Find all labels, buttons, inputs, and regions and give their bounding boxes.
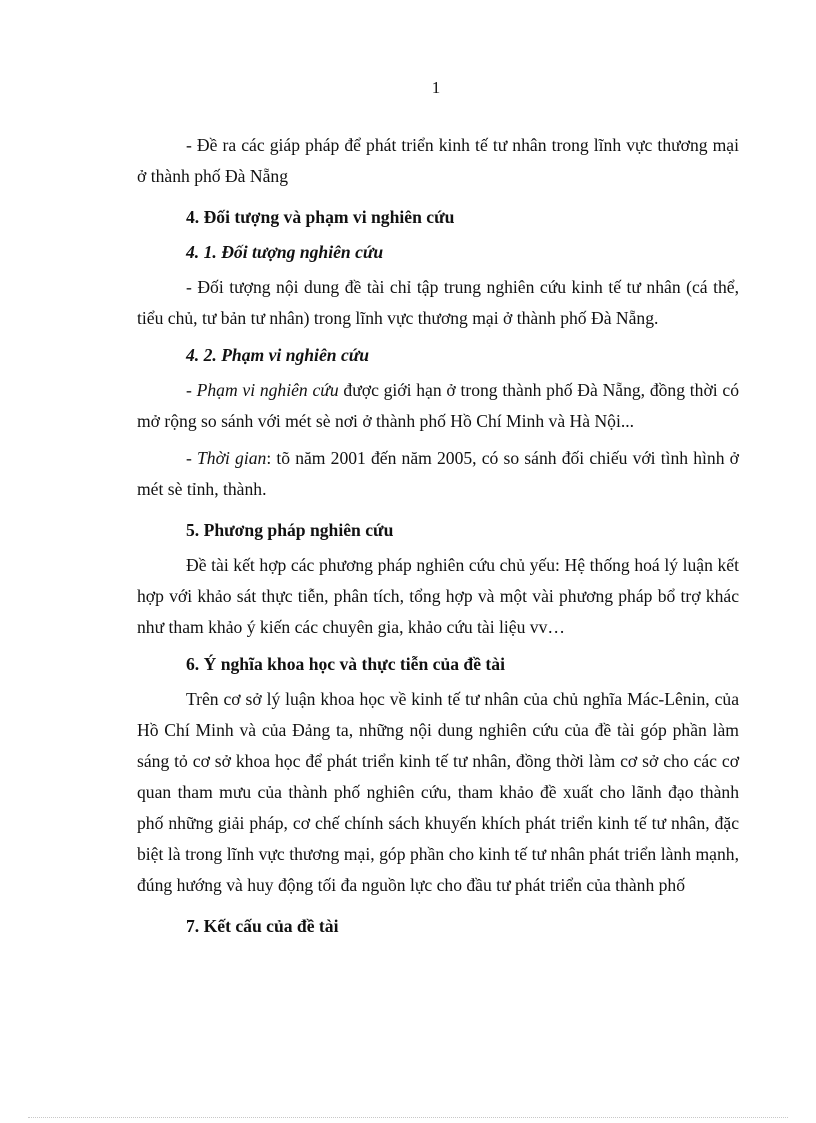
research-time-label: - Thời gian <box>186 448 267 468</box>
research-time-text: : tõ năm 2001 đến năm 2005, có so sánh đối chiếu với tình hình ở mét sè tỉnh, thành. <box>137 448 739 499</box>
paragraph-research-object: - Đối tượng nội dung đề tài chỉ tập trung nghiên cứu kinh tế tư nhân (cá thể, tiểu chủ, tư bản tư nhân) trong lĩnh vực thương mại ở thành phố Đà Nẵng. <box>137 277 739 328</box>
paragraph-objective-solutions: - Đề ra các giáp pháp để phát triển kinh tế tư nhân trong lĩnh vực thương mại ở thành phố Đà Nẵng <box>137 135 739 186</box>
heading-section-4-1: 4. 1. Đối tượng nghiên cứu <box>186 242 384 262</box>
heading-section-5: 5. Phương pháp nghiên cứu <box>186 520 394 540</box>
research-scope-label: - Phạm vi nghiên cứu <box>186 380 339 400</box>
heading-section-7: 7. Kết cấu của đề tài <box>186 916 339 936</box>
document-body <box>137 130 739 942</box>
heading-section-6: 6. Ý nghĩa khoa học và thực tiễn của đề tài <box>186 654 505 674</box>
paragraph-research-time <box>137 443 739 505</box>
research-scope-text: được giới hạn ở trong thành phố Đà Nẵng, đồng thời có mở rộng so sánh với mét sè nơi ở thành phố Hồ Chí Minh và Hà Nội... <box>137 380 739 431</box>
paragraph-significance: Trên cơ sở lý luận khoa học về kinh tế tư nhân của chủ nghĩa Mác-Lênin, của Hồ Chí Minh và của Đảng ta, những nội dung nghiên cứu của đề tài góp phần làm sáng tỏ cơ sở khoa học để phát triển kinh tế tư nhân, đồng thời làm cơ sở cho các cơ quan tham mưu của thành phố nghiên cứu, tham khảo đề xuất cho lãnh đạo thành phố những giải pháp, cơ chế chính sách khuyến khích phát triển kinh tế tư nhân, đặc biệt là trong lĩnh vực thương mại, góp phần cho kinh tế tư nhân phát triển lành mạnh, đúng hướng và huy động tối đa nguồn lực cho đầu tư phát triển của thành phố <box>137 689 739 895</box>
page-bottom-divider <box>28 1117 788 1118</box>
page-number: 1 <box>431 78 441 97</box>
paragraph-research-methods: Đề tài kết hợp các phương pháp nghiên cứu chủ yếu: Hệ thống hoá lý luận kết hợp với khảo sát thực tiễn, phân tích, tổng hợp và một vài phương pháp bổ trợ khác như tham khảo ý kiến các chuyên gia, khảo cứu tài liệu vv… <box>137 555 739 637</box>
paragraph-research-scope <box>137 375 739 437</box>
heading-section-4-2: 4. 2. Phạm vi nghiên cứu <box>186 345 370 365</box>
heading-section-4: 4. Đối tượng và phạm vi nghiên cứu <box>186 207 455 227</box>
